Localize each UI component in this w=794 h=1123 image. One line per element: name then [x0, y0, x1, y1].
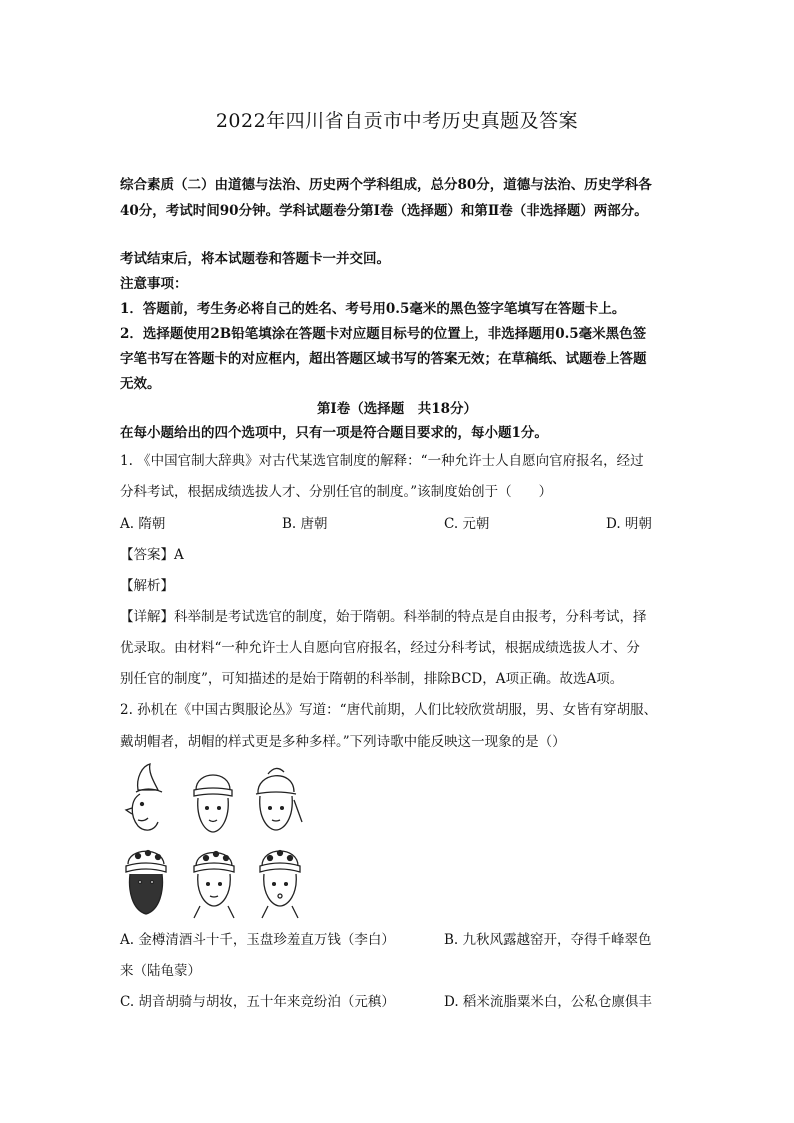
- q1-line-2: 分科考试，根据成绩选拔人才、分别任官的制度。”该制度始创于（ ）: [120, 484, 553, 500]
- q1-detail-line-1: 【详解】科举制是考试选官的制度，始于隋朝。科举制的特点是自由报考，分科考试，择: [120, 609, 647, 625]
- q1-option-a: A. 隋朝: [120, 516, 166, 532]
- q2-option-a: A. 金樽清酒斗十千，玉盘珍羞直万钱（李白）: [120, 932, 395, 948]
- q2-line-1: 2. 孙机在《中国古舆服论丛》写道：“唐代前期，人们比较欣赏胡服，男、女皆有穿胡服、: [120, 702, 658, 718]
- note-2-line-2: 字笔书写在答题卡的对应框内，超出答题区域书写的答案无效；在草稿纸、试题卷上答题: [120, 351, 647, 367]
- q1-analysis-label: 【解析】: [120, 578, 174, 594]
- q1-option-c: C. 元朝: [444, 516, 490, 532]
- note-2-line-1: 2．选择题使用2B铅笔填涂在答题卡对应题目标号的位置上，非选择题用0.5毫米黑色签: [120, 326, 647, 342]
- q1-detail-line-2: 优录取。由材料“一种允许士人自愿向官府报名，经过分科考试，根据成绩选拔人才、分: [120, 640, 640, 656]
- q1-answer: 【答案】A: [120, 547, 184, 563]
- note-1: 1．答题前，考生务必将自己的姓名、考号用0.5毫米的黑色签字笔填写在答题卡上。: [120, 301, 626, 317]
- q1-line-1: 1. 《中国官制大辞典》对古代某选官制度的解释：“一种允许士人自愿向官府报名，经过: [120, 453, 644, 469]
- q1-option-b: B. 唐朝: [282, 516, 328, 532]
- hat-figure-4: [126, 851, 166, 915]
- intro-line-1: 综合素质（二）由道德与法治、历史两个学科组成，总分80分，道德与法治、历史学科各: [120, 177, 652, 193]
- q2-option-d: D. 稻米流脂粟米白，公私仓廪俱丰: [444, 994, 652, 1010]
- hat-figure-1: [126, 764, 162, 830]
- hu-hats-illustration: [118, 760, 308, 920]
- q2-option-b-line-2: 来（陆龟蒙）: [120, 963, 201, 979]
- note-2-line-3: 无效。: [120, 376, 161, 392]
- q1-option-d: D. 明朝: [606, 516, 652, 532]
- intro-line-3: 考试结束后，将本试题卷和答题卡一并交回。: [120, 251, 390, 267]
- q2-option-c: C. 胡音胡骑与胡妆，五十年来竞纷泊（元稹）: [120, 994, 395, 1010]
- hat-figure-2: [194, 775, 232, 832]
- hat-figure-5: [194, 852, 234, 919]
- hat-figure-3: [256, 768, 302, 830]
- intro-line-2: 40分，考试时间90分钟。学科试题卷分第Ⅰ卷（选择题）和第Ⅱ卷（非选择题）两部分。: [120, 203, 648, 219]
- q2-line-2: 戴胡帽者，胡帽的样式更是多种多样。”下列诗歌中能反映这一现象的是（）: [120, 734, 566, 750]
- page-title: 2022年四川省自贡市中考历史真题及答案: [215, 110, 579, 132]
- section-heading: 第Ⅰ卷（选择题 共18分）: [316, 401, 478, 417]
- hat-figure-6: [260, 851, 300, 919]
- notes-heading: 注意事项：: [120, 276, 188, 292]
- q2-option-b-line-1: B. 九秋风露越窑开，夺得千峰翠色: [444, 932, 652, 948]
- section-instruction: 在每小题给出的四个选项中，只有一项是符合题目要求的，每小题1分。: [120, 425, 548, 441]
- q1-detail-line-3: 别任官的制度”，可知描述的是始于隋朝的科举制，排除BCD，A项正确。故选A项。: [120, 671, 624, 687]
